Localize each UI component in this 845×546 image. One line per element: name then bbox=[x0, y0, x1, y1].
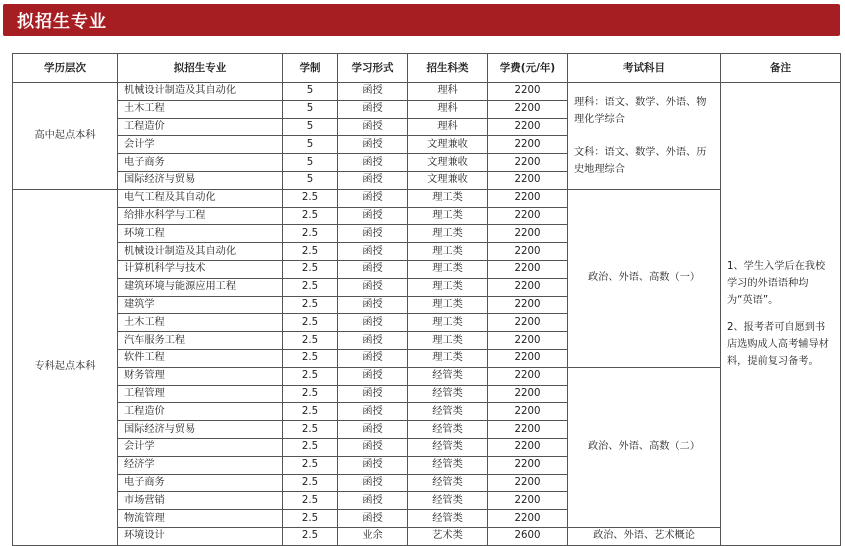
cell-study-form: 函授 bbox=[338, 456, 408, 474]
cell-years: 2.5 bbox=[283, 492, 338, 510]
cell-major: 会计学 bbox=[118, 438, 283, 456]
cell-category: 经管类 bbox=[408, 474, 488, 492]
cell-years: 5 bbox=[283, 83, 338, 101]
cell-years: 2.5 bbox=[283, 456, 338, 474]
cell-level-special: 专科起点本科 bbox=[13, 189, 118, 545]
cell-study-form: 函授 bbox=[338, 314, 408, 332]
cell-major: 机械设计制造及其自动化 bbox=[118, 243, 283, 261]
exam-high-science: 理科：语文、数学、外语、物理化学综合 bbox=[574, 96, 707, 125]
cell-major: 国际经济与贸易 bbox=[118, 171, 283, 189]
cell-major: 软件工程 bbox=[118, 349, 283, 367]
cell-years: 2.5 bbox=[283, 474, 338, 492]
cell-study-form: 函授 bbox=[338, 474, 408, 492]
cell-category: 经管类 bbox=[408, 438, 488, 456]
cell-exam-high bbox=[568, 83, 721, 190]
cell-years: 5 bbox=[283, 118, 338, 136]
cell-category: 理工类 bbox=[408, 332, 488, 350]
cell-category: 理工类 bbox=[408, 189, 488, 207]
cell-years: 2.5 bbox=[283, 260, 338, 278]
cell-study-form: 函授 bbox=[338, 207, 408, 225]
cell-category: 经管类 bbox=[408, 492, 488, 510]
cell-study-form: 函授 bbox=[338, 492, 408, 510]
cell-study-form: 函授 bbox=[338, 367, 408, 385]
cell-years: 2.5 bbox=[283, 510, 338, 528]
cell-tuition: 2200 bbox=[488, 278, 568, 296]
cell-tuition: 2200 bbox=[488, 332, 568, 350]
cell-years: 2.5 bbox=[283, 189, 338, 207]
banner-bar bbox=[3, 4, 840, 36]
cell-major: 市场营销 bbox=[118, 492, 283, 510]
cell-study-form: 函授 bbox=[338, 332, 408, 350]
cell-category: 理工类 bbox=[408, 225, 488, 243]
cell-category: 文理兼收 bbox=[408, 154, 488, 172]
banner bbox=[0, 0, 845, 40]
cell-years: 2.5 bbox=[283, 332, 338, 350]
table-row bbox=[13, 527, 841, 545]
cell-study-form: 函授 bbox=[338, 510, 408, 528]
cell-tuition: 2200 bbox=[488, 118, 568, 136]
cell-study-form: 函授 bbox=[338, 403, 408, 421]
cell-study-form: 函授 bbox=[338, 136, 408, 154]
cell-study-form: 业余 bbox=[338, 527, 408, 545]
cell-category: 经管类 bbox=[408, 421, 488, 439]
table-header-row bbox=[13, 54, 841, 83]
cell-study-form: 函授 bbox=[338, 118, 408, 136]
header-tuition: 学费(元/年) bbox=[488, 54, 568, 83]
header-level: 学历层次 bbox=[13, 54, 118, 83]
cell-years: 2.5 bbox=[283, 438, 338, 456]
cell-category: 艺术类 bbox=[408, 527, 488, 545]
cell-years: 5 bbox=[283, 100, 338, 118]
cell-years: 2.5 bbox=[283, 349, 338, 367]
cell-major: 国际经济与贸易 bbox=[118, 421, 283, 439]
cell-major: 土木工程 bbox=[118, 100, 283, 118]
cell-study-form: 函授 bbox=[338, 225, 408, 243]
cell-category: 经管类 bbox=[408, 510, 488, 528]
cell-study-form: 函授 bbox=[338, 278, 408, 296]
cell-tuition: 2600 bbox=[488, 527, 568, 545]
cell-tuition: 2200 bbox=[488, 492, 568, 510]
cell-category: 理工类 bbox=[408, 349, 488, 367]
cell-tuition: 2200 bbox=[488, 243, 568, 261]
header-exam-subjects: 考试科目 bbox=[568, 54, 721, 83]
cell-category: 理工类 bbox=[408, 260, 488, 278]
cell-level-high: 高中起点本科 bbox=[13, 83, 118, 190]
cell-tuition: 2200 bbox=[488, 474, 568, 492]
cell-major: 电气工程及其自动化 bbox=[118, 189, 283, 207]
cell-major: 财务管理 bbox=[118, 367, 283, 385]
cell-major: 汽车服务工程 bbox=[118, 332, 283, 350]
header-major: 拟招生专业 bbox=[118, 54, 283, 83]
cell-study-form: 函授 bbox=[338, 83, 408, 101]
cell-tuition: 2200 bbox=[488, 260, 568, 278]
cell-study-form: 函授 bbox=[338, 260, 408, 278]
cell-category: 理工类 bbox=[408, 314, 488, 332]
cell-study-form: 函授 bbox=[338, 421, 408, 439]
cell-category: 理科 bbox=[408, 118, 488, 136]
cell-major: 工程造价 bbox=[118, 118, 283, 136]
cell-study-form: 函授 bbox=[338, 438, 408, 456]
header-category: 招生科类 bbox=[408, 54, 488, 83]
header-study-form: 学习形式 bbox=[338, 54, 408, 83]
cell-major: 建筑学 bbox=[118, 296, 283, 314]
cell-major: 环境设计 bbox=[118, 527, 283, 545]
cell-study-form: 函授 bbox=[338, 349, 408, 367]
cell-major: 会计学 bbox=[118, 136, 283, 154]
cell-study-form: 函授 bbox=[338, 296, 408, 314]
cell-tuition: 2200 bbox=[488, 367, 568, 385]
table-row bbox=[13, 367, 841, 385]
table-row bbox=[13, 189, 841, 207]
cell-major: 计算机科学与技术 bbox=[118, 260, 283, 278]
cell-notes bbox=[721, 83, 841, 546]
cell-major: 电子商务 bbox=[118, 154, 283, 172]
note-2: 2、报考者可自愿到书店选购成人高考辅导材料，提前复习备考。 bbox=[727, 321, 829, 367]
cell-tuition: 2200 bbox=[488, 154, 568, 172]
cell-major: 物流管理 bbox=[118, 510, 283, 528]
header-notes: 备注 bbox=[721, 54, 841, 83]
cell-major: 土木工程 bbox=[118, 314, 283, 332]
cell-years: 5 bbox=[283, 171, 338, 189]
cell-tuition: 2200 bbox=[488, 189, 568, 207]
cell-years: 2.5 bbox=[283, 278, 338, 296]
cell-years: 2.5 bbox=[283, 403, 338, 421]
cell-category: 理科 bbox=[408, 83, 488, 101]
cell-major: 给排水科学与工程 bbox=[118, 207, 283, 225]
cell-major: 工程管理 bbox=[118, 385, 283, 403]
cell-study-form: 函授 bbox=[338, 243, 408, 261]
cell-major: 电子商务 bbox=[118, 474, 283, 492]
cell-tuition: 2200 bbox=[488, 225, 568, 243]
table-row bbox=[13, 83, 841, 101]
cell-tuition: 2200 bbox=[488, 385, 568, 403]
cell-exam-science: 政治、外语、高数（一） bbox=[568, 189, 721, 367]
cell-tuition: 2200 bbox=[488, 349, 568, 367]
cell-tuition: 2200 bbox=[488, 314, 568, 332]
cell-tuition: 2200 bbox=[488, 136, 568, 154]
cell-category: 经管类 bbox=[408, 456, 488, 474]
cell-tuition: 2200 bbox=[488, 100, 568, 118]
cell-exam-art: 政治、外语、艺术概论 bbox=[568, 527, 721, 545]
cell-major: 机械设计制造及其自动化 bbox=[118, 83, 283, 101]
cell-major: 环境工程 bbox=[118, 225, 283, 243]
page-title: 拟招生专业 bbox=[17, 12, 107, 32]
cell-study-form: 函授 bbox=[338, 385, 408, 403]
cell-tuition: 2200 bbox=[488, 296, 568, 314]
cell-years: 2.5 bbox=[283, 243, 338, 261]
cell-category: 理科 bbox=[408, 100, 488, 118]
cell-tuition: 2200 bbox=[488, 171, 568, 189]
cell-years: 2.5 bbox=[283, 385, 338, 403]
cell-major: 工程造价 bbox=[118, 403, 283, 421]
cell-category: 文理兼收 bbox=[408, 171, 488, 189]
cell-tuition: 2200 bbox=[488, 403, 568, 421]
cell-study-form: 函授 bbox=[338, 100, 408, 118]
cell-category: 经管类 bbox=[408, 403, 488, 421]
cell-study-form: 函授 bbox=[338, 189, 408, 207]
cell-study-form: 函授 bbox=[338, 154, 408, 172]
cell-category: 经管类 bbox=[408, 385, 488, 403]
cell-major: 经济学 bbox=[118, 456, 283, 474]
enrollment-table bbox=[12, 53, 841, 546]
cell-years: 2.5 bbox=[283, 367, 338, 385]
cell-years: 2.5 bbox=[283, 296, 338, 314]
cell-tuition: 2200 bbox=[488, 438, 568, 456]
cell-years: 2.5 bbox=[283, 225, 338, 243]
exam-high-arts: 文科：语文、数学、外语、历史地理综合 bbox=[574, 146, 707, 175]
cell-tuition: 2200 bbox=[488, 456, 568, 474]
cell-exam-economics: 政治、外语、高数（二） bbox=[568, 367, 721, 527]
cell-years: 2.5 bbox=[283, 314, 338, 332]
cell-category: 理工类 bbox=[408, 243, 488, 261]
cell-years: 2.5 bbox=[283, 527, 338, 545]
cell-tuition: 2200 bbox=[488, 421, 568, 439]
cell-tuition: 2200 bbox=[488, 510, 568, 528]
cell-tuition: 2200 bbox=[488, 207, 568, 225]
cell-years: 5 bbox=[283, 154, 338, 172]
header-years: 学制 bbox=[283, 54, 338, 83]
cell-years: 2.5 bbox=[283, 207, 338, 225]
cell-category: 经管类 bbox=[408, 367, 488, 385]
cell-years: 5 bbox=[283, 136, 338, 154]
cell-tuition: 2200 bbox=[488, 83, 568, 101]
cell-category: 理工类 bbox=[408, 278, 488, 296]
cell-category: 理工类 bbox=[408, 207, 488, 225]
cell-years: 2.5 bbox=[283, 421, 338, 439]
cell-category: 文理兼收 bbox=[408, 136, 488, 154]
cell-major: 建筑环境与能源应用工程 bbox=[118, 278, 283, 296]
note-1: 1、学生入学后在我校学习的外语语种均为“英语”。 bbox=[727, 260, 826, 306]
cell-category: 理工类 bbox=[408, 296, 488, 314]
cell-study-form: 函授 bbox=[338, 171, 408, 189]
